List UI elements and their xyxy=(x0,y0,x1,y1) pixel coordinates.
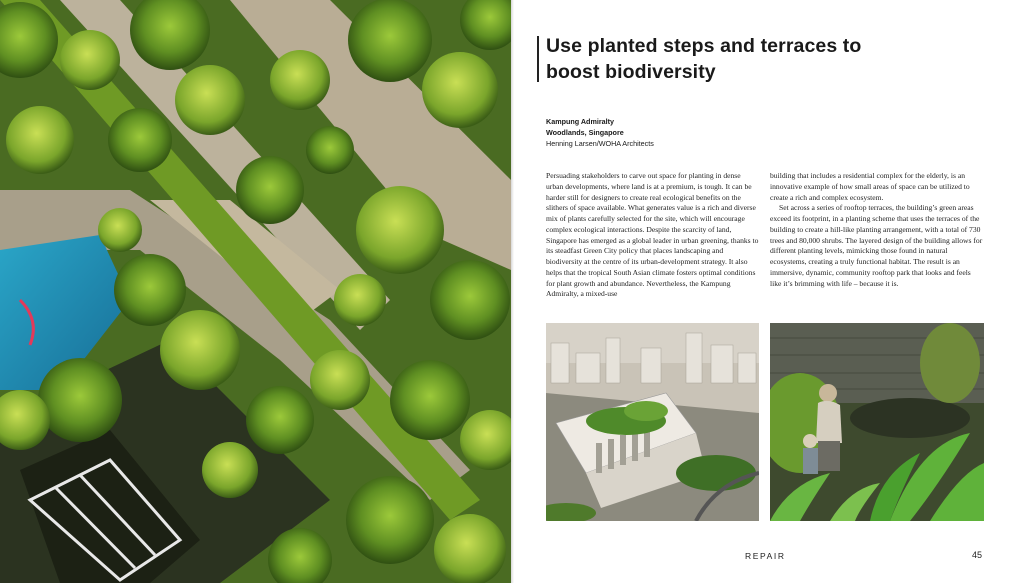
body-paragraph: Persuading stakeholders to carve out space for planting in dense urban developments, where land is at a premium, is tough. It can be harder still for designers to create real ecological benefits on the slithers of space available. What generates value is a rich and diverse mix of plants carefully selected for the site, which will encourage complex ecological interactions. Despite the scarcity of land, Singapore has emerged as a global leader in urban greening, thanks to its steadfast Green City policy that places landscaping and biodiversity at the centre of its urban-development strategy. It also helps that the tropical South Asian climate fosters optimal conditions for plant growth and abundance. Nevertheless, the Kampung Admiralty, a mixed-use xyxy=(546,171,759,299)
page-number: 45 xyxy=(972,550,983,560)
project-architect: Henning Larsen/WOHA Architects xyxy=(546,139,654,148)
aerial-building-photo xyxy=(546,323,759,521)
page-title: Use planted steps and terraces to boost biodiversity xyxy=(546,35,862,83)
body-column-1 xyxy=(546,171,759,300)
garden-visitors-photo xyxy=(770,323,984,521)
project-name: Kampung Admiralty xyxy=(546,117,615,126)
body-paragraph: Set across a series of rooftop terraces, the building’s green areas exceed its footprint, in a planting scheme that uses the terraces of the building to create a hill-like planting arrangement, with a total of 730 trees and 80,000 shrubs. The layered design of the building allows for different planting levels, mimicking those found in natural ecosystems, creating a truly functional habitat. The result is an immersive, dynamic, community rooftop park that looks and feels like it’s brimming with life – because it is. xyxy=(770,203,983,288)
section-label: REPAIR xyxy=(745,551,786,561)
project-location: Woodlands, Singapore xyxy=(546,128,624,137)
project-credits xyxy=(546,116,654,149)
page-gutter xyxy=(511,0,514,583)
body-column-2 xyxy=(770,171,984,289)
body-paragraph: building that includes a residential complex for the elderly, is an innovative example of how small areas of space can be utilized to create a rich and complex ecosystem. xyxy=(770,171,970,202)
title-rule xyxy=(537,36,539,82)
